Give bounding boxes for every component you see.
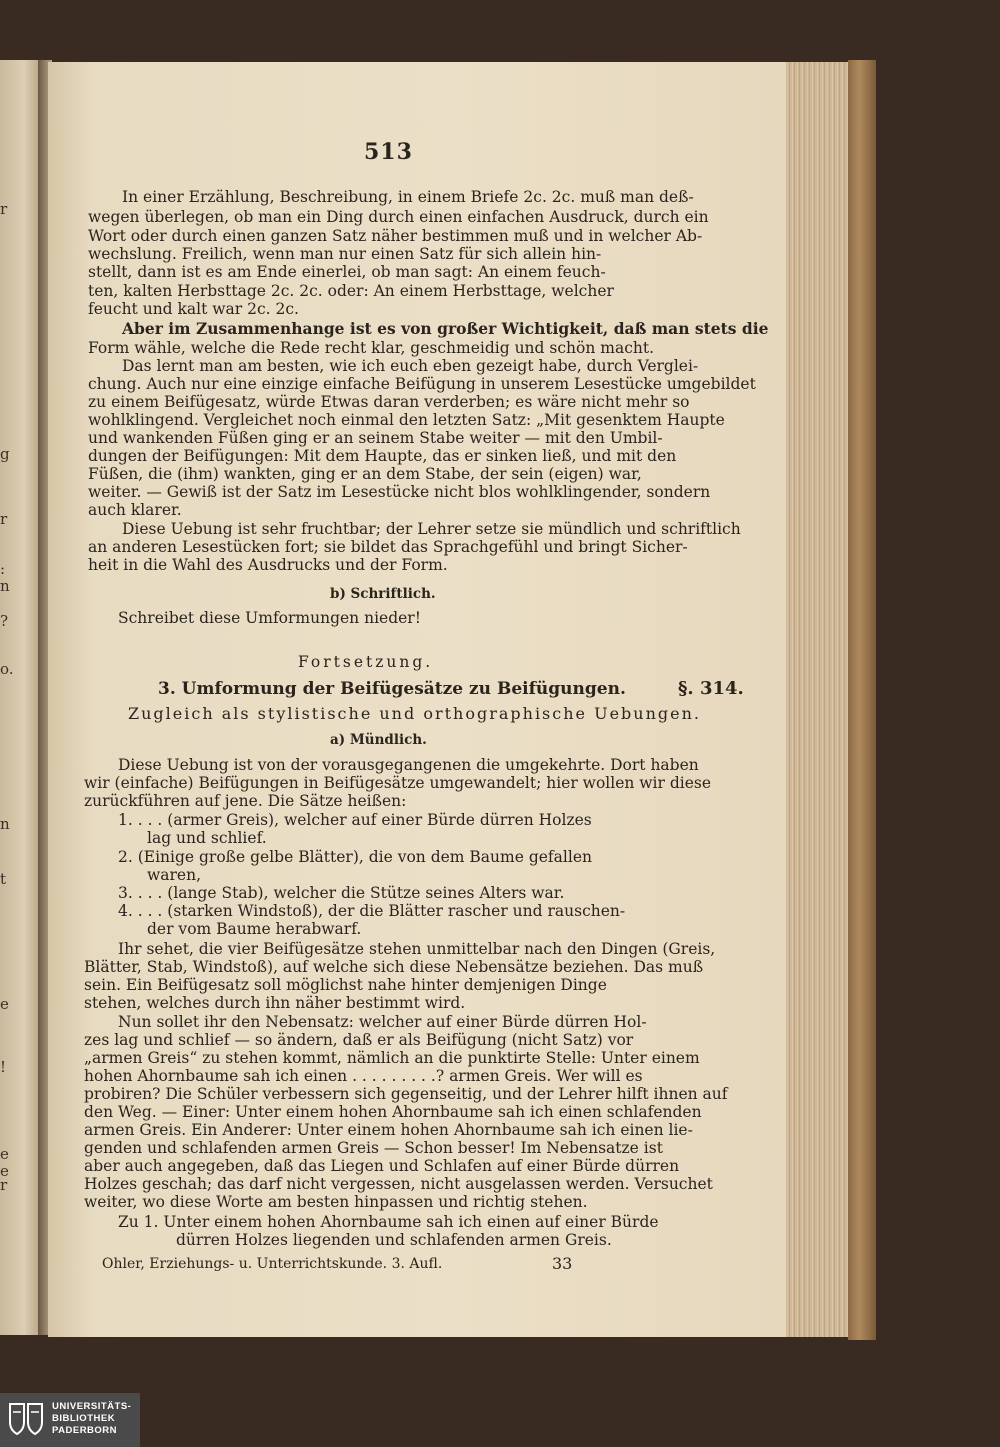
text-line: probiren? Die Schüler verbessern sich gegenseitig, und der Lehrer hilft ihnen auf [84,1085,728,1103]
list-item: waren, [147,866,202,884]
text-line: Form wähle, welche die Rede recht klar, geschmeidig und schön macht. [88,339,655,357]
text-line: Ihr sehet, die vier Beifügesätze stehen unmittelbar nach den Dingen (Greis, [118,940,716,958]
text-line: Nun sollet ihr den Nebensatz: welcher auf einer Bürde dürren Hol- [118,1013,647,1031]
text-line: den Weg. — Einer: Unter einem hohen Ahornbaume sah ich einen schlafenden [84,1103,702,1121]
left-page-fragment: ! [0,1058,7,1076]
left-page-fragment: e [0,1162,9,1180]
text-line: zurückführen auf jene. Die Sätze heißen: [84,792,407,810]
left-page-fragment: t [0,870,7,888]
library-name-line: BIBLIOTHEK [52,1413,116,1424]
section-number: §. 314. [678,678,744,699]
text-line: hohen Ahornbaume sah ich einen . . . . . . . . .? armen Greis. Wer will es [84,1067,643,1085]
text-line: heit in die Wahl des Ausdrucks und der Form. [88,556,448,574]
continuation-heading: Fortsetzung. [298,653,434,671]
text-line: In einer Erzählung, Beschreibung, in einem Briefe 2c. 2c. muß man deß- [122,188,694,206]
left-page-fragment: : [0,560,6,578]
left-page-fragment: e [0,1145,9,1163]
text-line: Schreibet diese Umformungen nieder! [118,609,421,627]
text-line: stellt, dann ist es am Ende einerlei, ob man sagt: An einem feuch- [88,263,606,281]
left-page-fragment: g [0,445,10,463]
left-page-fragment: r [0,1176,8,1194]
left-page-fragment: n [0,815,10,833]
text-line: zu einem Beifügesatz, würde Etwas daran verderben; es wäre nicht mehr so [88,393,690,411]
subsection-heading: b) Schriftlich. [330,586,436,602]
list-item: lag und schlief. [147,829,267,847]
text-line: an anderen Lesestücken fort; sie bildet das Sprachgefühl und bringt Sicher- [88,538,688,556]
text-line: Füßen, die (ihm) wankten, ging er an dem Stabe, der sein (eigen) war, [88,465,642,483]
text-line: armen Greis. Ein Anderer: Unter einem hohen Ahornbaume sah ich einen lie- [84,1121,693,1139]
text-line: feucht und kalt war 2c. 2c. [88,300,299,318]
text-line: aber auch angegeben, daß das Liegen und Schlafen auf einer Bürde dürren [84,1157,680,1175]
library-name-line: UNIVERSITÄTS- [52,1401,132,1412]
text-line: Diese Uebung ist von der vorausgegangenen die umgekehrte. Dort haben [118,756,699,774]
text-line: wohlklingend. Vergleichet noch einmal den letzten Satz: „Mit gesenktem Haupte [88,411,725,429]
left-page-fragment: ? [0,612,9,630]
left-page-fragment: o. [0,660,14,678]
text-line: genden und schlafenden armen Greis — Schon besser! Im Nebensatze ist [84,1139,663,1157]
list-item: 1. . . . (armer Greis), welcher auf einer Bürde dürren Holzes [118,811,592,829]
text-line: dürren Holzes liegenden und schlafenden armen Greis. [176,1231,612,1249]
text-line: wir (einfache) Beifügungen in Beifügesätze umgewandelt; hier wollen wir diese [84,774,712,792]
library-name [52,1401,131,1437]
footer-signature: Ohler, Erziehungs- u. Unterrichtskunde. 3. Aufl. [102,1256,443,1272]
text-line: Wort oder durch einen ganzen Satz näher bestimmen muß und in welcher Ab- [88,227,703,245]
text-line: und wankenden Füßen ging er an seinem Stabe weiter — mit den Umbil- [88,429,663,447]
text-line: sein. Ein Beifügesatz soll möglichst nahe hinter demjenigen Dinge [84,976,607,994]
library-logo [0,1393,140,1447]
section-heading: 3. Umformung der Beifügesätze zu Beifügungen. [158,679,626,699]
text-line: auch klarer. [88,501,182,519]
left-page-fragment: e [0,995,9,1013]
page-number: 513 [364,139,413,165]
list-item: 4. . . . (starken Windstoß), der die Blätter rascher und rauschen- [118,902,626,920]
text-line: Aber im Zusammenhange ist es von großer Wichtigkeit, daß man stets die [122,319,769,338]
text-line: Blätter, Stab, Windstoß), auf welche sich diese Nebensätze beziehen. Das muß [84,958,704,976]
text-line: stehen, welches durch ihn näher bestimmt wird. [84,994,466,1012]
library-seal-icon [6,1400,46,1440]
list-item: 3. . . . (lange Stab), welcher die Stütze seines Alters war. [118,884,565,902]
text-line: ten, kalten Herbsttage 2c. 2c. oder: An einem Herbsttage, welcher [88,282,614,300]
text-line: zes lag und schlief — so ändern, daß er als Beifügung (nicht Satz) vor [84,1031,634,1049]
text-line: „armen Greis“ zu stehen kommt, nämlich an die punktirte Stelle: Unter einem [84,1049,700,1067]
text-line: Diese Uebung ist sehr fruchtbar; der Lehrer setze sie mündlich und schriftlich [122,520,741,538]
list-item: 2. (Einige große gelbe Blätter), die von dem Baume gefallen [118,848,592,866]
left-page-fragment: r [0,510,8,528]
subsection-heading: a) Mündlich. [330,732,427,748]
text-line: wechslung. Freilich, wenn man nur einen Satz für sich allein hin- [88,245,602,263]
text-line: wegen überlegen, ob man ein Ding durch einen einfachen Ausdruck, durch ein [88,208,709,226]
sheet-signature: 33 [552,1254,573,1273]
left-page-fragment: r [0,200,8,218]
left-page-fragment: n [0,577,10,595]
library-name-line: PADERBORN [52,1425,118,1436]
list-item: der vom Baume herabwarf. [147,920,362,938]
text-line: dungen der Beifügungen: Mit dem Haupte, das er sinken ließ, und mit den [88,447,677,465]
text-line: Das lernt man am besten, wie ich euch eben gezeigt habe, durch Verglei- [122,357,699,375]
section-subtitle: Zugleich als stylistische und orthographische Uebungen. [128,704,701,723]
text-line: chung. Auch nur eine einzige einfache Beifügung in unserem Lesestücke umgebildet [88,375,756,393]
text-line: Zu 1. Unter einem hohen Ahornbaume sah ich einen auf einer Bürde [118,1213,659,1231]
text-line: weiter. — Gewiß ist der Satz im Lesestücke nicht blos wohlklingender, sondern [88,483,711,501]
text-line: weiter, wo diese Worte am besten hinpassen und richtig stehen. [84,1193,588,1211]
text-line: Holzes geschah; das darf nicht vergessen, nicht ausgelassen werden. Versuchet [84,1175,713,1193]
